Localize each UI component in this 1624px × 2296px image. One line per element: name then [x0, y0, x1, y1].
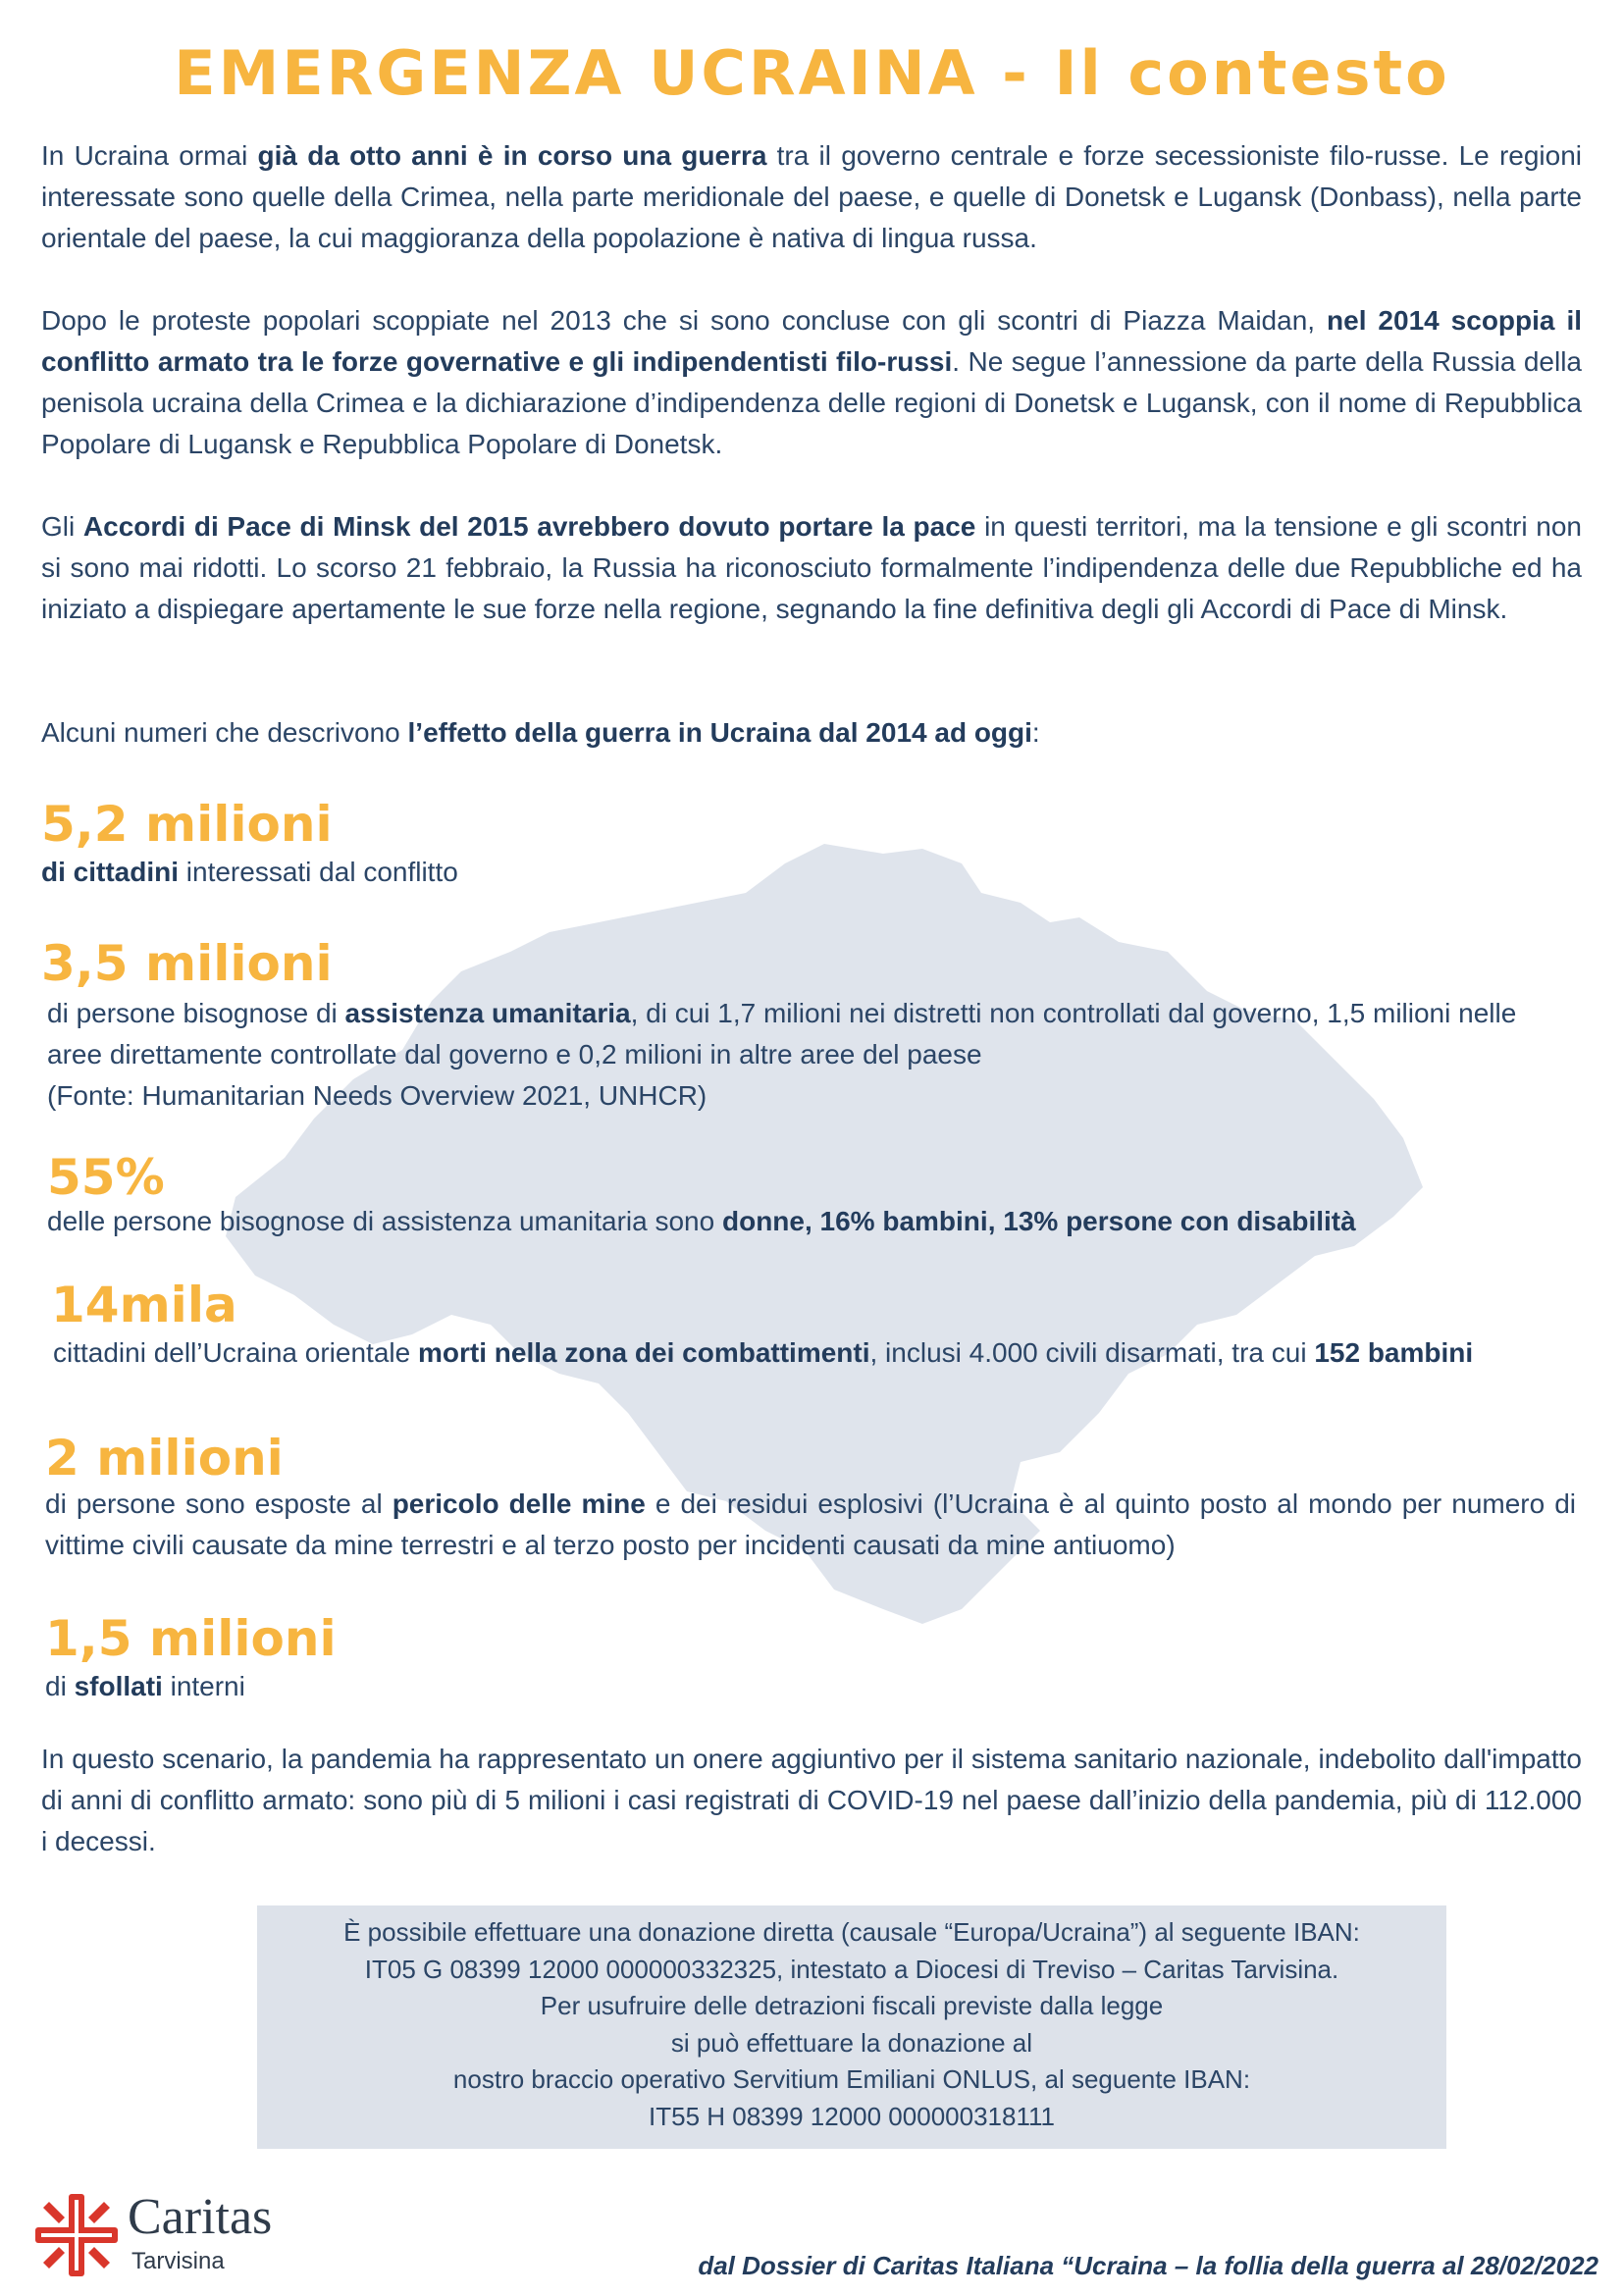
stat-figure-mines: 2 milioni: [45, 1430, 284, 1487]
text-span: Gli: [41, 511, 83, 542]
text-span: . Ne segue l’annessione da parte della Russia della penisola ucraina della Crimea e la dichiarazione d’indipendenza delle regioni di Donetsk e Lugansk, con il nome di Repubblica Popolare di Lugansk e Repubblica Popolare di Donetsk.: [41, 346, 1583, 459]
stat-desc-citizens: [41, 852, 1582, 893]
donation-iban-2: IT55 H 08399 12000 000000318111: [649, 2101, 1055, 2131]
page-title: EMERGENZA UCRAINA - Il contesto: [174, 37, 1450, 109]
bold-text: di cittadini: [41, 857, 179, 887]
text-span: e dei residui esplosivi (l’Ucraina è al quinto posto al mondo per numero di vittime civili causate da mine terrestri e al terzo posto per incidenti causati da mine antiuomo): [45, 1488, 1576, 1560]
stat-figure-deaths: 14mila: [51, 1277, 237, 1333]
text-span: interessati dal conflitto: [179, 857, 458, 887]
stat-desc-deaths: [53, 1332, 1564, 1374]
text-span: di persone bisognose di: [47, 998, 345, 1028]
history-paragraph: [41, 300, 1582, 465]
text-span: In Ucraina ormai: [41, 140, 258, 171]
bold-text: già da otto anni è in corso una guerra: [257, 140, 767, 171]
donation-line: nostro braccio operativo Servitium Emiliani ONLUS, al seguente IBAN:: [452, 2064, 1251, 2094]
source-text: (Fonte: Humanitarian Needs Overview 2021, UNHCR): [47, 1080, 707, 1111]
bold-text: pericolo delle mine: [392, 1488, 646, 1519]
logo-name: Caritas: [128, 2189, 273, 2245]
text-span: in questi territori, ma la tensione e gli scontri non si sono mai ridotti. Lo scorso 21 febbraio, la Russia ha riconosciuto formalmente l’indipendenza delle due Repubbliche ed ha iniziato a dispiegare apertamente le sue forze nella regione, segnando la fine definitiva degli gli Accordi di Pace di Minsk.: [41, 511, 1583, 624]
bold-text: nel 2014 scoppia il conflitto armato tra le forze governative e gli indipendentisti filo-russi: [41, 305, 1582, 377]
donation-box: [257, 1905, 1446, 2149]
stat-desc-women: [47, 1201, 1573, 1242]
intro-paragraph: [41, 135, 1582, 259]
bold-text: assistenza umanitaria: [344, 998, 631, 1028]
stat-figure-women: 55%: [47, 1149, 165, 1206]
text-span: di persone sono esposte al: [45, 1488, 393, 1519]
stat-desc-humanitarian: [47, 993, 1573, 1117]
stat-figure-humanitarian: 3,5 milioni: [41, 935, 333, 992]
donation-line: È possibile effettuare una donazione diretta (causale “Europa/Ucraina”) al seguente IBAN:: [343, 1917, 1360, 1947]
text-span: , di cui 1,7 milioni nei distretti non controllati dal governo, 1,5 milioni nelle aree direttamente controllate dal governo e 0,2 milioni in altre aree del paese: [47, 998, 1517, 1070]
bold-text: 152 bambini: [1314, 1337, 1474, 1368]
pandemic-paragraph: In questo scenario, la pandemia ha rappresentato un onere aggiuntivo per il sistema sanitario nazionale, indebolito dall'impatto di anni di conflitto armato: sono più di 5 milioni i casi registrati di COVID-19 nel paese dall’inizio della pandemia, più di 112.000 i decessi.: [41, 1744, 1582, 1856]
text-span: Alcuni numeri che descrivono: [41, 717, 408, 748]
stat-figure-displaced: 1,5 milioni: [45, 1610, 337, 1667]
bold-text: sfollati: [74, 1671, 163, 1701]
source-note: dal Dossier di Caritas Italiana “Ucraina – la follia della guerra al 28/02/2022: [698, 2251, 1598, 2280]
donation-line: si può effettuare la donazione al: [670, 2027, 1033, 2058]
text-span: , inclusi 4.000 civili disarmati, tra cui: [869, 1337, 1315, 1368]
stat-desc-displaced: [45, 1666, 1576, 1707]
caritas-logo: [29, 2188, 324, 2282]
text-span: di: [45, 1671, 75, 1701]
stat-desc-mines: [45, 1484, 1576, 1566]
bold-text: donne, 16% bambini, 13% persone con disabilità: [721, 1206, 1356, 1236]
bold-text: morti nella zona dei combattimenti: [417, 1337, 870, 1368]
logo-subtitle: Tarvisina: [131, 2248, 225, 2274]
bold-text: Accordi di Pace di Minsk del 2015 avrebbero dovuto portare la pace: [82, 511, 976, 542]
text-span: Dopo le proteste popolari scoppiate nel 2013 che si sono concluse con gli scontri di Piazza Maidan,: [41, 305, 1328, 336]
caritas-cross-icon: [29, 2188, 124, 2282]
bold-text: l’effetto della guerra in Ucraina dal 2014 ad oggi: [407, 717, 1032, 748]
text-span: :: [1031, 717, 1040, 748]
stat-figure-citizens: 5,2 milioni: [41, 796, 333, 853]
donation-line: Per usufruire delle detrazioni fiscali previste dalla legge: [540, 1991, 1164, 2020]
donation-iban-1: IT05 G 08399 12000 000000332325, intestato a Diocesi di Treviso – Caritas Tarvisina.: [364, 1954, 1339, 1984]
text-span: cittadini dell’Ucraina orientale: [53, 1337, 418, 1368]
minsk-paragraph: [41, 506, 1582, 630]
text-span: tra il governo centrale e forze secessioniste filo-russe. Le regioni interessate sono quelle della Crimea, nella parte meridionale del paese, e quelle di Donetsk e Lugansk (Donbass), nella parte orientale del paese, la cui maggioranza della popolazione è nativa di lingua russa.: [41, 140, 1583, 253]
text-span: delle persone bisognose di assistenza umanitaria sono: [47, 1206, 722, 1236]
text-span: interni: [162, 1671, 245, 1701]
numbers-intro: [41, 712, 1582, 754]
